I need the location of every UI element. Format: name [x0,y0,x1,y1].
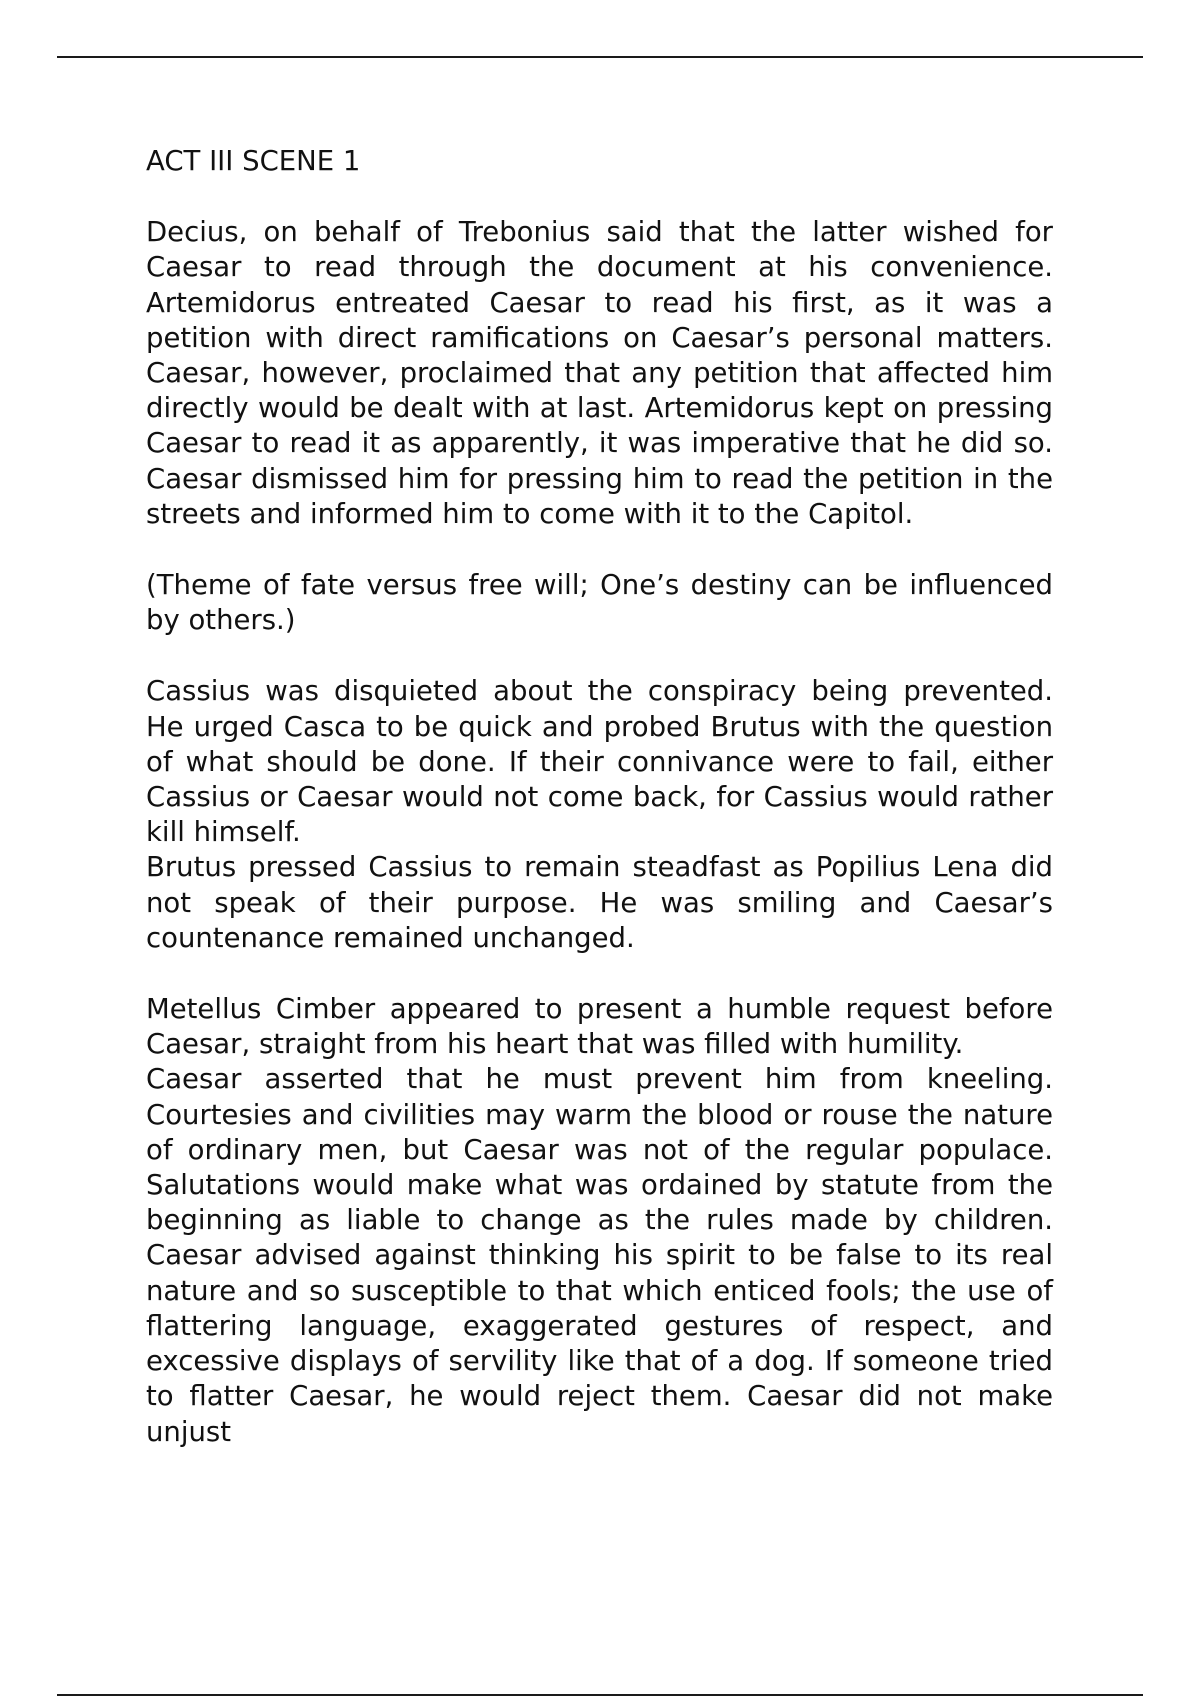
paragraph-decius-artemidorus: Decius, on behalf of Trebonius said that the latter wished for Caesar to read through the document at his convenience. Artemidorus entreated Caesar to read his first, as it was a petition with direct ramifications on Caesar’s personal matters. Caesar, however, proclaimed that any petition that affected him directly would be dealt with at last. Artemidorus kept on pressing Caesar to read it as apparently, it was imperative that he did so. Caesar dismissed him for pressing him to read the petition in the streets and informed him to come with it to the Capitol. [146,216,1053,530]
paragraph-caesar-speech: Caesar asserted that he must prevent him from kneeling. Courtesies and civilities may warm the blood or rouse the nature of ordinary men, but Caesar was not of the regular populace. Salutations would make what was ordained by statute from the beginning as liable to change as the rules made by children. Caesar advised against thinking his spirit to be false to its real nature and so susceptible to that which enticed fools; the use of flattering language, exaggerated gestures of respect, and excessive displays of servility like that of a dog. If someone tried to flatter Caesar, he would reject them. Caesar did not make unjust [146,1063,1053,1448]
paragraph-cassius: Cassius was disquieted about the conspiracy being prevented. He urged Casca to be quick and probed Brutus with the question of what should be done. If their connivance were to fail, either Cassius or Caesar would not come back, for Cassius would rather kill himself. [146,675,1053,849]
paragraph-brutus: Brutus pressed Cassius to remain steadfast as Popilius Lena did not speak of their purpose. He was smiling and Caesar’s countenance remained unchanged. [146,851,1053,954]
scene-heading: ACT III SCENE 1 [146,145,361,177]
paragraph-metellus: Metellus Cimber appeared to present a humble request before Caesar, straight from his heart that was filled with humility. [146,993,1053,1061]
header-rule [57,56,1143,58]
paragraph-theme-note: (Theme of fate versus free will; One’s destiny can be influenced by others.) [146,569,1053,637]
page-content [146,144,1053,1450]
footer-rule [57,1694,1143,1696]
